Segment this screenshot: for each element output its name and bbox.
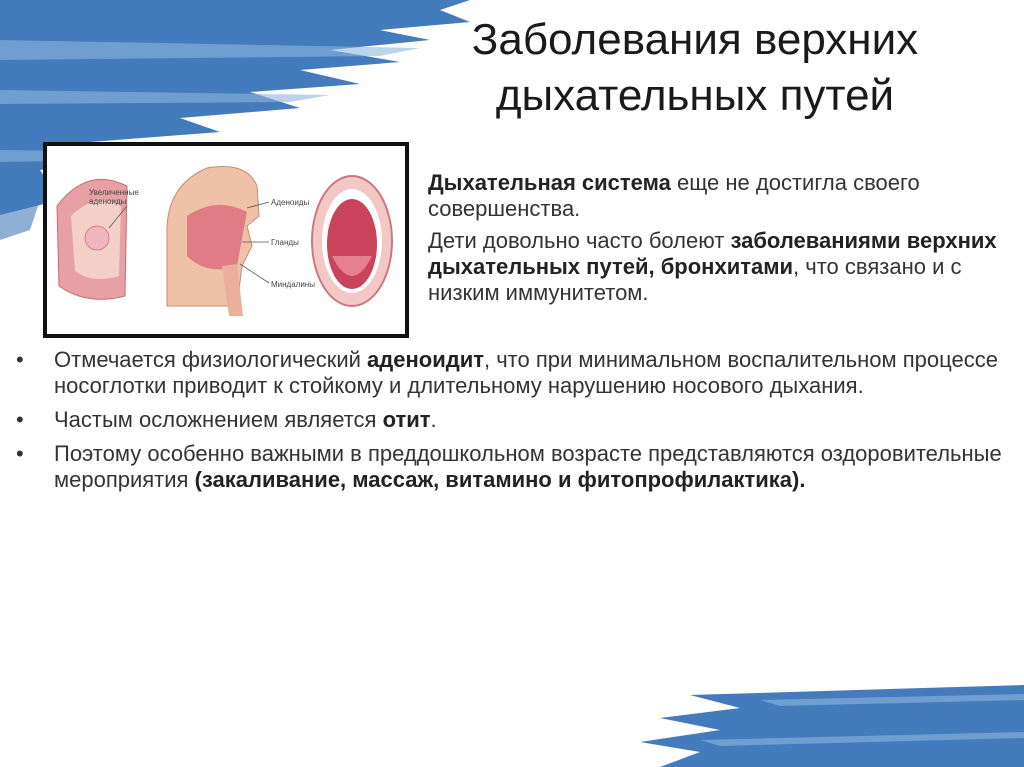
- label-glands: Гланды: [271, 238, 299, 247]
- list-item: • Частым осложнением является отит.: [16, 407, 437, 432]
- anatomy-illustration: [43, 142, 409, 338]
- title-line-1: Заболевания верхних: [471, 15, 919, 64]
- label-adenoids: Аденоиды: [271, 198, 310, 207]
- bullet-marker: •: [16, 347, 24, 372]
- page-title: [395, 12, 995, 124]
- label-enlarged-adenoids: Увеличенные аденоиды: [89, 188, 139, 206]
- paragraph-respiratory-system: Дыхательная система еще не достигла своего совершенства.: [428, 170, 920, 221]
- bullet-marker: •: [16, 441, 24, 466]
- list-item: • Поэтому особенно важными в преддошкольном возрасте представляются оздоровительные мероприятия (закаливание, массаж, витамино и фитопрофилактика).: [16, 441, 1002, 492]
- label-tonsils: Миндалины: [271, 280, 315, 289]
- anatomy-drawing: [47, 146, 405, 334]
- bullet-list: [14, 347, 1004, 501]
- bullet-marker: •: [16, 407, 24, 432]
- list-item: • Отмечается физиологический аденоидит, что при минимальном воспалительном процессе носоглотки приводит к стойкому и длительному нарушению носового дыхания.: [16, 347, 998, 398]
- side-paragraphs: [428, 170, 1003, 312]
- title-line-2: дыхательных путей: [495, 71, 895, 120]
- paragraph-frequent-illness: Дети довольно часто болеют заболеваниями верхних дыхательных путей, бронхитами, что связано и с низким иммунитетом.: [428, 228, 997, 305]
